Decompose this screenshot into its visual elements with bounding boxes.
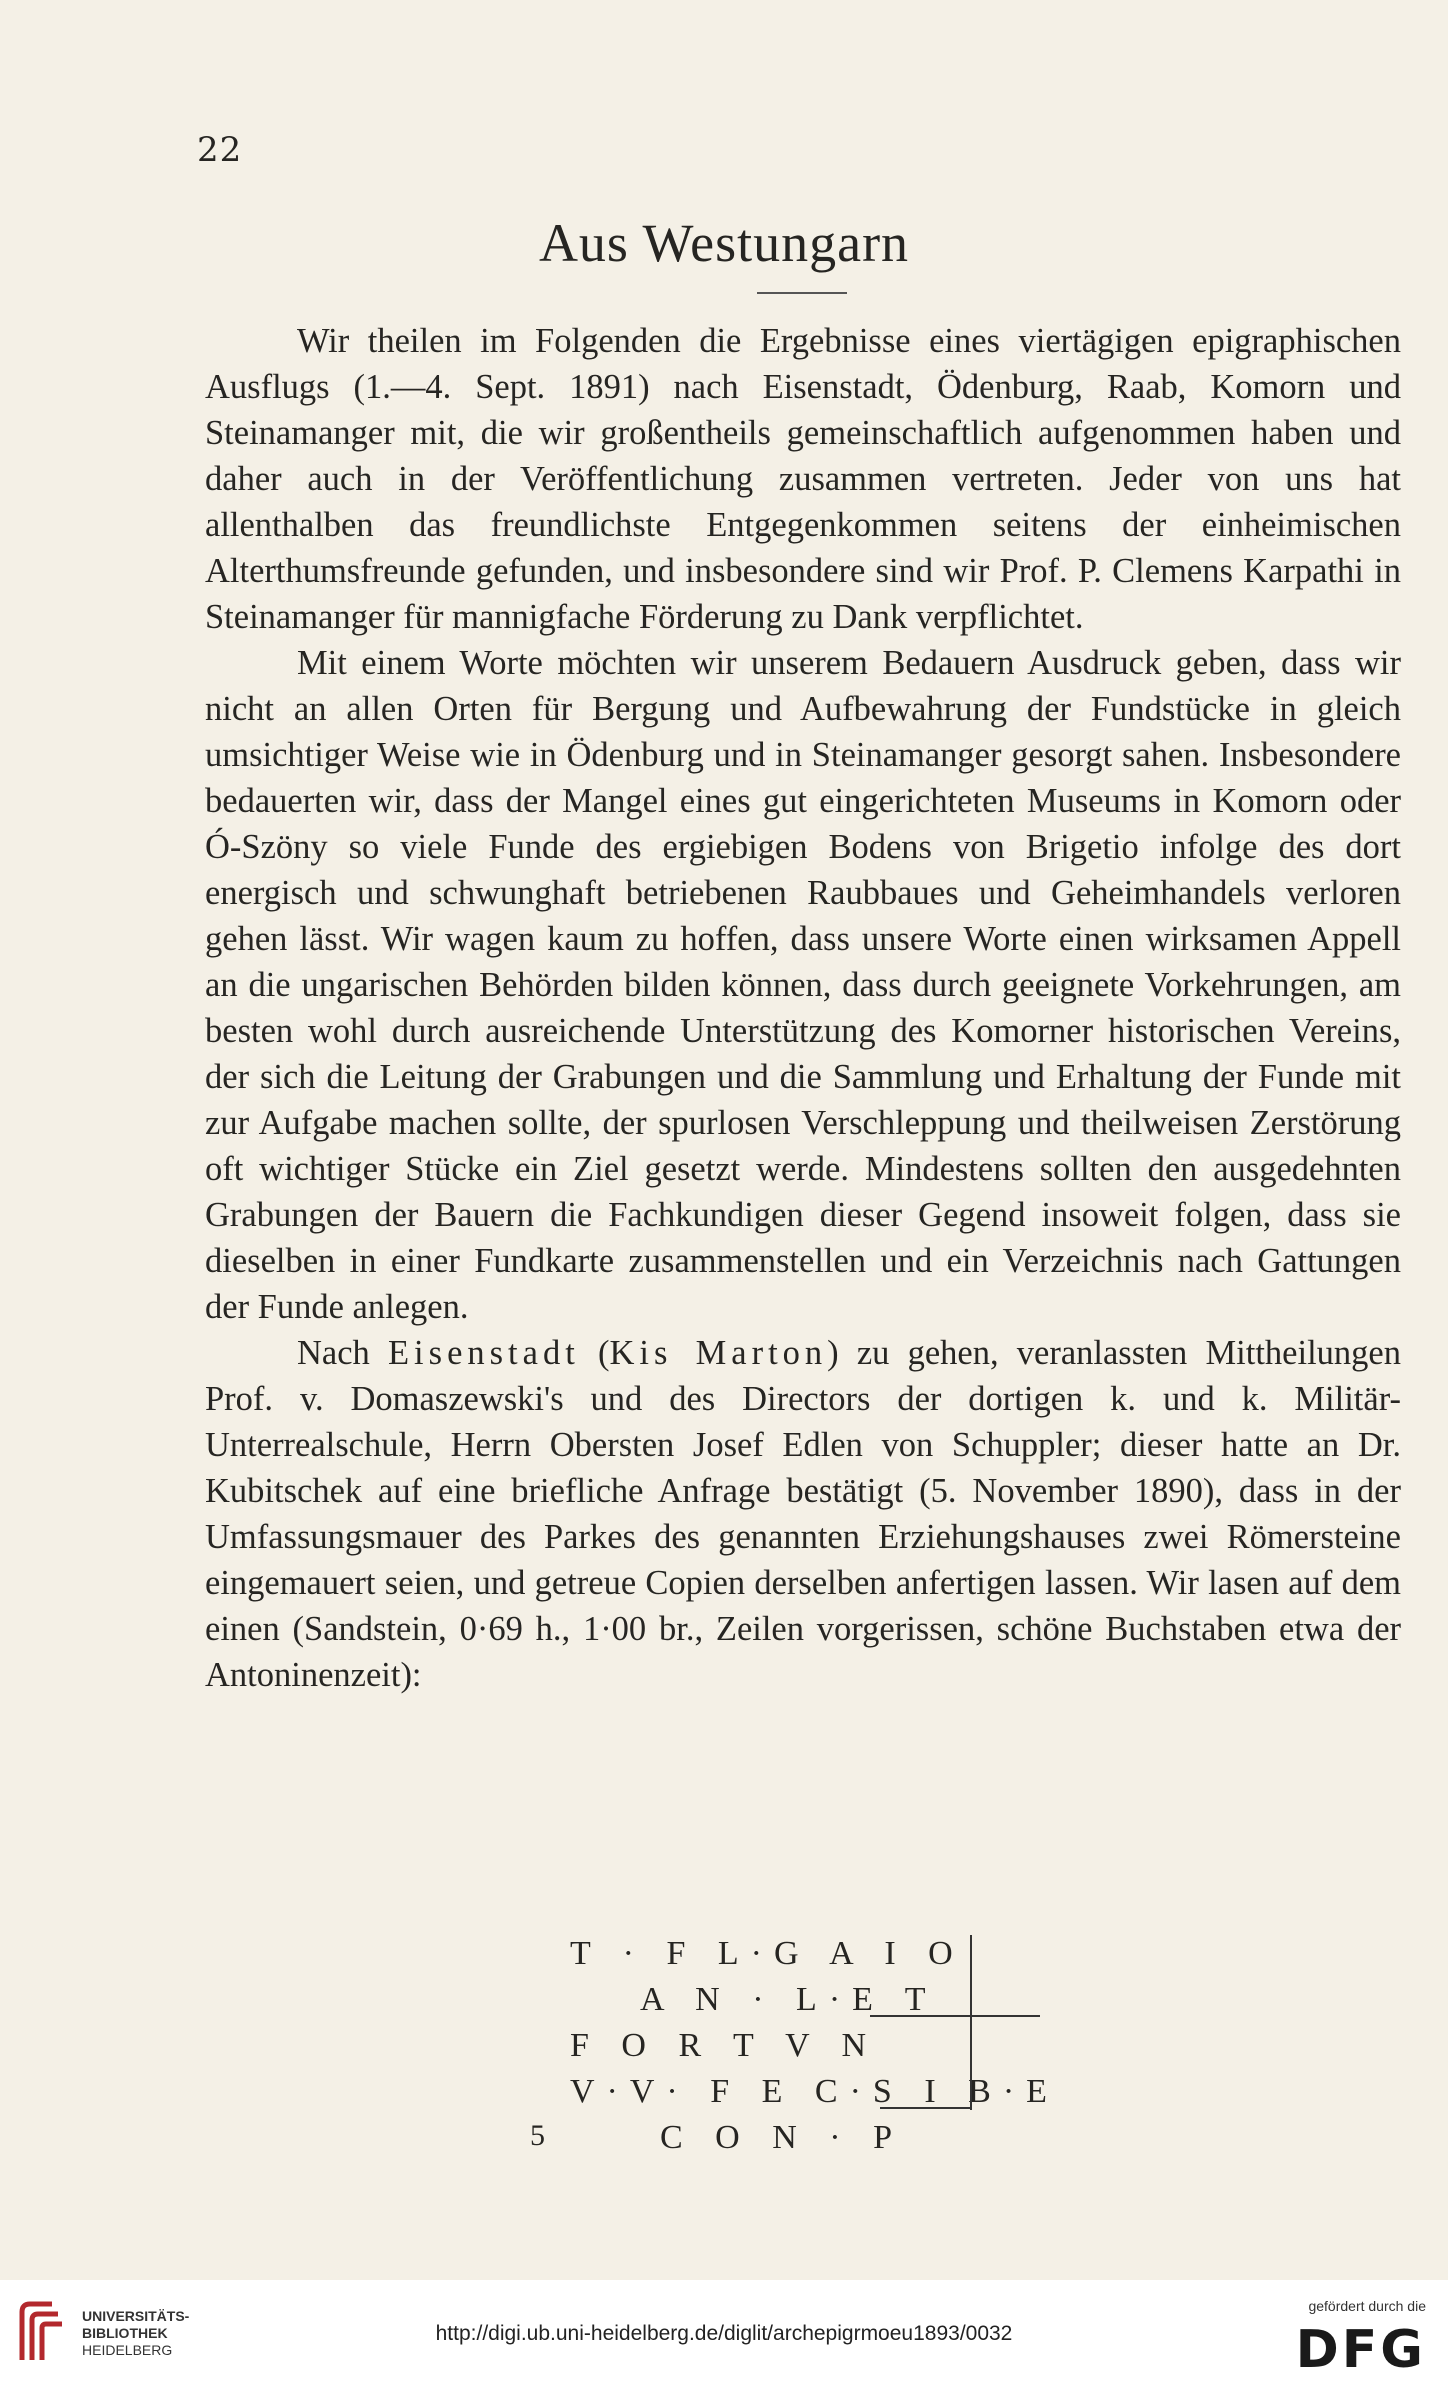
paragraph-1 [205,318,1401,640]
inscription-line-1: T · F L·G A I O [570,1935,965,1972]
place-name-eisenstadt: Eisenstadt [387,1334,580,1372]
library-city: HEIDELBERG [82,2342,173,2358]
place-name-kis-marton: Kis Marton [609,1334,828,1372]
paragraph-3-text-c: ) zu gehen, veranlassten Mittheilungen Prof. v. Domaszewski's und des Directors der dortigen k. und k. Militär-Unterrealschule, Herrn Obersten Josef Edlen von Schuppler; dieser hatte an Dr. Kubitschek auf eine briefliche Anfrage bestätigt (5. November 1890), dass in der Umfassungsmauer des Parkes des genannten Erziehungshauses zwei Römersteine eingemauert seien, und getreue Copien derselben anfertigen lassen. Wir lasen auf dem einen (Sandstein, 0·69 h., 1·00 br., Zeilen vorgerissen, schöne Buchstaben etwa der Antoninenzeit): [205,1334,1401,1694]
inscription-break-edge [970,1935,972,2110]
title-divider [757,292,847,294]
paragraph-2 [205,640,1401,1330]
paragraph-3-text-b: ( [579,1334,610,1372]
page-number: 22 [197,130,243,170]
paragraph-1-text: Wir theilen im Folgenden die Ergebnisse eines viertägigen epigraphischen Ausflugs (1.—4. Sept. 1891) nach Eisenstadt, Ödenburg, Raab, Komorn und Steinamanger mit, die wir großentheils gemeinschaftlich aufgenommen haben und daher auch in der Veröffentlichung zusammen vertreten. Jeder von uns hat allenthalben das freundlichste Entgegenkommen seitens der einheimischen Alterthumsfreunde gefunden, und insbesondere sind wir Prof. P. Clemens Karpathi in Steinamanger für mannigfache Förderung zu Dank verpflichtet. [205,322,1401,636]
permalink-url[interactable]: http://digi.ub.uni-heidelberg.de/diglit/archepigrmoeu1893/0032 [435,2322,1013,2345]
inscription-line-5: C O N · P [660,2119,905,2156]
inscription-line-number: 5 [530,2119,545,2152]
footer-bar [0,2280,1448,2387]
dfg-logo: DFG [1295,2320,1426,2380]
page-title: Aus Westungarn [538,213,910,273]
library-name-line-2: BIBLIOTHEK [82,2325,168,2341]
inscription-line-3: F O R T V N [570,2027,879,2064]
paragraph-2-text: Mit einem Worte möchten wir unserem Bedauern Ausdruck geben, dass wir nicht an allen Orten für Bergung und Aufbewahrung der Fundstücke in gleich umsichtiger Weise wie in Ödenburg und in Steinamanger gesorgt sahen. Insbesondere bedauerten wir, dass der Mangel eines gut eingerichteten Museums in Komorn oder Ó-Szöny so viele Funde des ergiebigen Bodens von Brigetio infolge des dort energisch und schwunghaft betriebenen Raubbaues und Geheimhandels verloren gehen lässt. Wir wagen kaum zu hoffen, dass unsere Worte einen wirksamen Appell an die ungarischen Behörden bilden können, dass durch geeignete Vorkehrungen, am besten wohl durch ausreichende Unterstützung des Komorner historischen Vereins, der sich die Leitung der Grabungen und die Sammlung und Erhaltung der Funde mit zur Aufgabe machen sollte, der spurlosen Verschleppung und theilweisen Zerstörung oft wichtiger Stücke ein Ziel gesetzt werde. Mindestens sollten den ausgedehnten Grabungen der Bauern die Fachkundigen dieser Gegend insoweit folgen, dass sie dieselben in einer Fundkarte zusammenstellen und ein Verzeichnis nach Gattungen der Funde anlegen. [205,644,1401,1326]
inscription-line-2: A N · L·E T [640,1981,938,2018]
inscription-break-line-1 [870,2015,1040,2017]
funding-note: gefördert durch die [1308,2298,1426,2314]
library-name-line-1: UNIVERSITÄTS- [82,2308,190,2324]
inscription-break-line-2 [880,2107,970,2109]
paragraph-3-text-a: Nach [297,1334,388,1372]
paragraph-3 [205,1330,1401,1698]
inscription-line-4: V·V· F E C·S I B·E [570,2073,1059,2110]
body-text [205,318,1401,1698]
inscription-drawing [530,1935,1059,2156]
